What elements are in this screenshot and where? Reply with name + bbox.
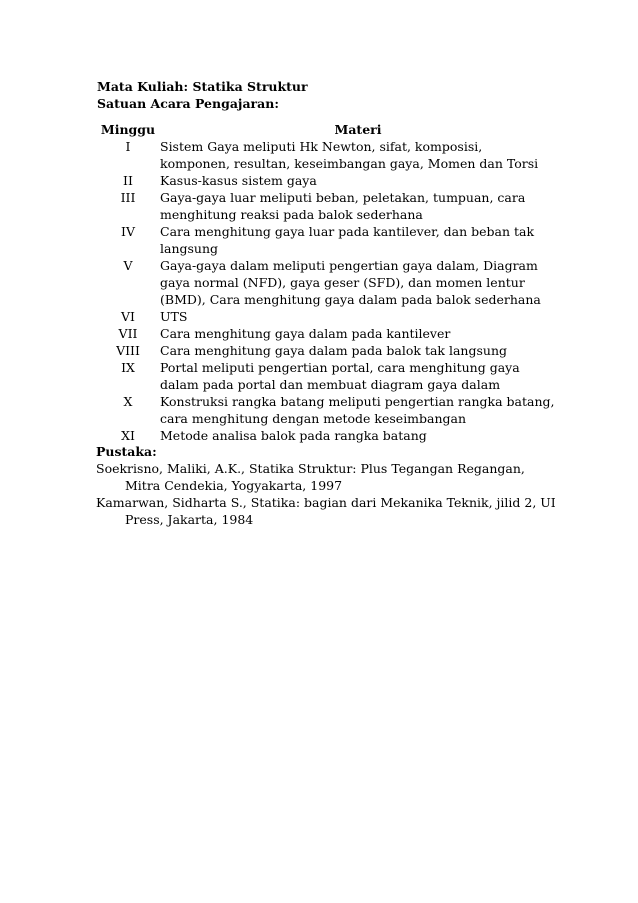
topic-cell: Cara menghitung gaya dalam pada balok tak langsung [160,343,507,358]
topic-cell: Metode analisa balok pada rangka batang [160,428,427,443]
table-row [96,172,556,189]
week-cell: I [125,139,131,154]
topic-cell: Gaya-gaya dalam meliputi pengertian gaya dalam, Diagram gaya normal (NFD), gaya geser (SFD), dan momen lentur (BMD), Cara menghitung gaya dalam pada balok sederhana [160,258,541,307]
week-cell: XI [121,428,135,443]
references-section [96,443,556,528]
table-row [96,427,556,444]
course-title: Mata Kuliah: Statika Struktur [97,79,308,94]
table-row [96,393,556,427]
topic-column-header: Materi [334,122,382,137]
topic-cell: Cara menghitung gaya dalam pada kantilever [160,326,451,341]
topic-cell: Sistem Gaya meliputi Hk Newton, sifat, komposisi, komponen, resultan, keseimbangan gaya, Momen dan Torsi [160,139,539,171]
table-row [96,223,556,257]
table-row [96,325,556,342]
table-row [96,189,556,223]
week-cell: VIII [116,343,140,358]
week-cell: VI [121,309,135,324]
week-cell: VII [118,326,138,341]
topic-cell: Kasus-kasus sistem gaya [160,173,317,188]
week-cell: III [120,190,136,205]
week-cell: X [123,394,133,409]
table-row [96,342,556,359]
week-cell: IV [121,224,135,239]
week-cell: II [123,173,133,188]
topic-cell: Cara menghitung gaya luar pada kantilever, dan beban tak langsung [160,224,535,256]
syllabus-label: Satuan Acara Pengajaran: [97,96,279,111]
week-column-header: Minggu [100,122,156,137]
reference-entry: Kamarwan, Sidharta S., Statika: bagian dari Mekanika Teknik, jilid 2, UI Press, Jakarta, 1984 [96,495,556,527]
topic-cell: Portal meliputi pengertian portal, cara menghitung gaya dalam pada portal dan membuat diagram gaya dalam [160,360,520,392]
week-cell: IX [121,360,135,375]
schedule-table [96,121,556,444]
table-row [96,308,556,325]
reference-entry: Soekrisno, Maliki, A.K., Statika Struktur: Plus Tegangan Regangan, Mitra Cendekia, Yogyakarta, 1997 [96,461,525,493]
references-heading: Pustaka: [96,444,157,459]
table-row [96,138,556,172]
table-row [96,257,556,308]
table-row [96,359,556,393]
topic-cell: Gaya-gaya luar meliputi beban, peletakan, tumpuan, cara menghitung reaksi pada balok sederhana [160,190,526,222]
topic-cell: Konstruksi rangka batang meliputi pengertian rangka batang, cara menghitung dengan metode keseimbangan [160,394,555,426]
topic-cell: UTS [160,309,188,324]
week-cell: V [123,258,133,273]
schedule-header-row [96,121,556,138]
